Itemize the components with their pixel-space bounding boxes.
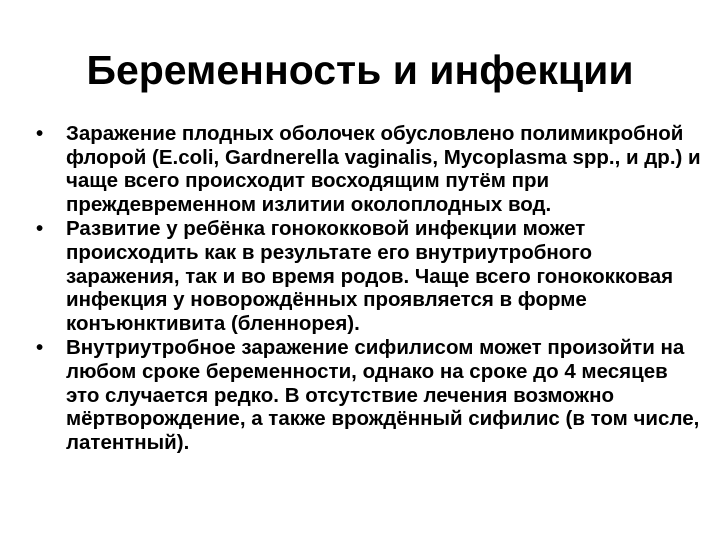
bullet-text-3: Внутриутробное заражение сифилисом может произойти на любом сроке беременности, однако на сроке до 4 месяцев это случается редко. В отсутствие лечения возможно мёртворождение, а также врождённый сифилис (в том числе, латентный). [66, 336, 700, 454]
bullet-marker: • [36, 122, 44, 145]
bullet-text-2: Развитие у ребёнка гонококковой инфекции может происходить как в результате его внутриутробного заражения, так и во время родов. Чаще всего гонококковая инфекция у новорождённых проявляется в форме конъюнктивита (бленнорея). [66, 217, 674, 335]
bullet-marker: • [36, 217, 44, 241]
bullet-text-1: Заражение плодных оболочек обусловлено полимикробной флорой (E.coli, Gardnerella vaginalis, Mycoplasma spp., и др.) и чаще всего происходит восходящим путём при преждевременном излитии околоплодных вод. [66, 122, 701, 216]
bullet-item-3 [36, 336, 706, 454]
bullet-marker: • [36, 336, 44, 360]
slide-title: Беременность и инфекции [86, 47, 634, 93]
bullet-list [36, 122, 706, 455]
bullet-item-1 [36, 122, 706, 216]
bullet-item-2 [36, 217, 706, 335]
